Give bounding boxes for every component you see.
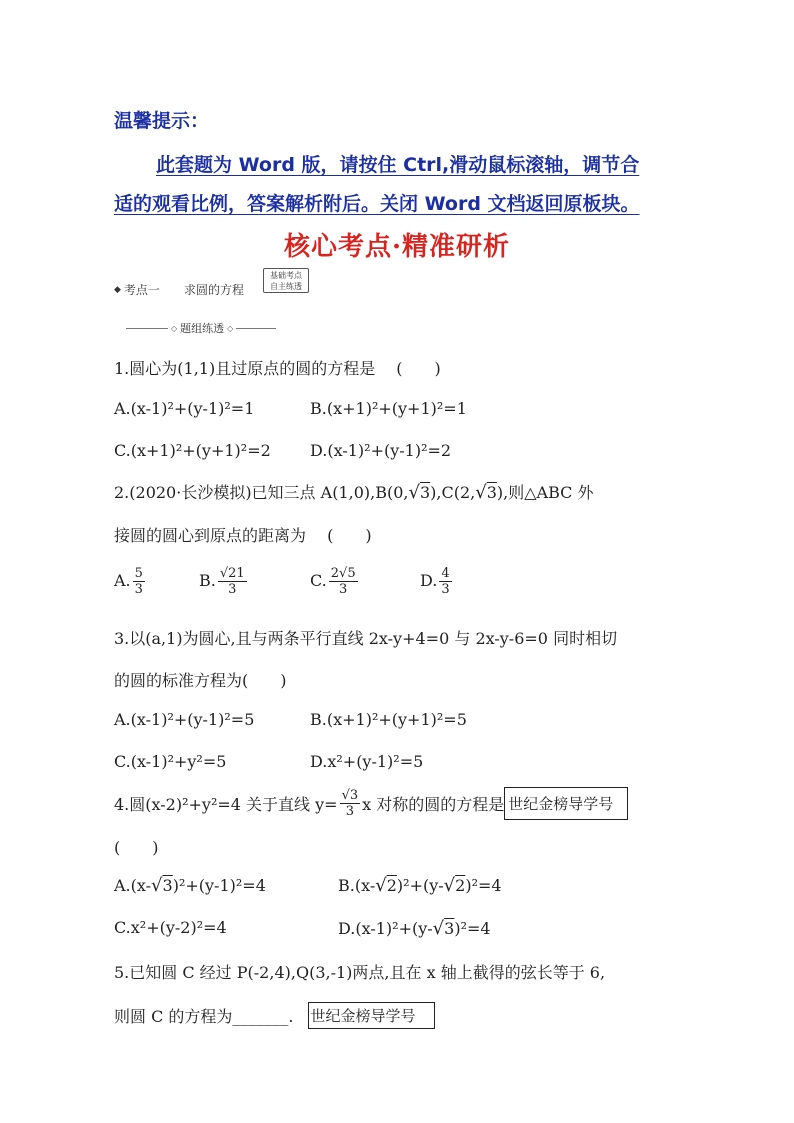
q4-d-post: )²=4 xyxy=(454,919,491,938)
q4-option-b xyxy=(338,875,502,896)
q3-stem-line2: 的圆的标准方程为( ) xyxy=(114,671,287,690)
q4-id-box: 世纪金榜导学号 xyxy=(504,787,628,820)
sqrt-icon: √ xyxy=(408,482,420,503)
fraction xyxy=(340,788,361,819)
fraction xyxy=(439,566,451,597)
q4-option-d xyxy=(338,918,491,939)
q4-stem-part-a: 4.圆(x-2)²+y²=4 关于直线 y= xyxy=(114,795,338,814)
q1-option-d: D.(x-1)²+(y-1)²=2 xyxy=(310,441,452,460)
diamond-icon: ◆ xyxy=(114,284,121,295)
group-label: 题组练透 xyxy=(180,322,225,335)
q4-b-radicand-1: 2 xyxy=(386,876,397,895)
q2-option-d xyxy=(420,566,454,597)
q5-stem-text: 则圆 C 的方程为_______. xyxy=(114,1007,294,1026)
q4-d-pre: D.(x-1)²+(y- xyxy=(338,919,433,938)
q4-b-mid: )²+(y- xyxy=(396,876,444,895)
q2-stem-line1 xyxy=(114,480,593,503)
section-header xyxy=(114,281,244,298)
section-badge xyxy=(263,268,309,293)
numerator: 5 xyxy=(134,566,143,581)
option-label: A. xyxy=(114,571,131,590)
option-label: C. xyxy=(310,571,327,590)
q2-option-c xyxy=(310,566,360,597)
q2-option-b xyxy=(199,566,249,597)
sqrt-icon: √ xyxy=(443,875,456,896)
badge-line-2: 自主练透 xyxy=(270,282,302,291)
diamond-icon: ◇ xyxy=(227,323,234,333)
q2-stem-line2: 接圆的圆心到原点的距离为 ( ) xyxy=(114,526,372,545)
q4-stem-part-b: x 对称的圆的方程是 xyxy=(362,795,505,814)
diamond-icon: ◇ xyxy=(171,323,178,333)
fraction xyxy=(218,566,247,597)
q2-stem-part-c: ),则△ABC 外 xyxy=(496,483,594,502)
q1-option-a: A.(x-1)²+(y-1)²=1 xyxy=(114,399,255,418)
q4-b-pre: B.(x- xyxy=(338,876,376,895)
q3-option-c: C.(x-1)²+y²=5 xyxy=(114,752,227,771)
q4-option-a xyxy=(114,875,266,896)
group-heading xyxy=(126,320,276,336)
q2-stem-part-a: 2.(2020·长沙模拟)已知三点 A(1,0),B(0, xyxy=(114,483,409,502)
section-label: 考点一 xyxy=(123,283,160,297)
sqrt-icon: √ xyxy=(151,875,163,896)
q2-stem-part-b: ),C(2, xyxy=(430,483,476,502)
q5-stem-line2 xyxy=(114,1002,435,1029)
badge-line-1: 基础考点 xyxy=(270,271,302,280)
q4-a-post: )²+(y-1)²=4 xyxy=(172,876,266,895)
q4-d-radicand: 3 xyxy=(444,919,455,938)
fraction xyxy=(329,566,358,597)
q3-option-a: A.(x-1)²+(y-1)²=5 xyxy=(114,710,255,729)
sqrt-icon: √ xyxy=(375,875,387,896)
q4-paren: ( ) xyxy=(114,838,159,857)
q4-a-pre: A.(x- xyxy=(114,876,152,895)
numerator: √21 xyxy=(219,566,245,581)
numerator: 2√5 xyxy=(330,566,356,581)
tip-line-2: 适的观看比例，答案解析附后。关闭 Word 文档返回原板块。 xyxy=(114,193,640,215)
q5-id-box: 世纪金榜导学号 xyxy=(308,1002,435,1029)
denominator: 3 xyxy=(134,582,143,597)
q2-option-a xyxy=(114,566,147,597)
numerator: √3 xyxy=(341,788,359,803)
section-topic: 求圆的方程 xyxy=(183,283,244,297)
q4-b-post: )²=4 xyxy=(465,876,502,895)
option-label: D. xyxy=(420,571,438,590)
option-label: B. xyxy=(199,571,216,590)
denominator: 3 xyxy=(441,582,450,597)
numerator: 4 xyxy=(441,566,450,581)
sqrt-icon: √ xyxy=(475,482,487,503)
q4-stem xyxy=(114,787,628,820)
q5-stem-line1: 5.已知圆 C 经过 P(-2,4),Q(3,-1)两点,且在 x 轴上截得的弦长等于 6, xyxy=(114,963,606,982)
denominator: 3 xyxy=(228,582,237,597)
q3-option-b: B.(x+1)²+(y+1)²=5 xyxy=(310,710,467,729)
q1-option-b: B.(x+1)²+(y+1)²=1 xyxy=(310,399,467,418)
q4-option-c: C.x²+(y-2)²=4 xyxy=(114,918,227,937)
page-title: 核心考点·精准研析 xyxy=(283,232,511,262)
q3-option-d: D.x²+(y-1)²=5 xyxy=(310,752,424,771)
tip-title: 温馨提示： xyxy=(114,110,210,132)
q4-b-radicand-2: 2 xyxy=(455,876,466,895)
denominator: 3 xyxy=(345,804,354,819)
sqrt-icon: √ xyxy=(432,918,445,939)
q3-stem-line1: 3.以(a,1)为圆心,且与两条平行直线 2x-y+4=0 与 2x-y-6=0 同时相切 xyxy=(114,629,618,648)
q4-a-radicand: 3 xyxy=(162,876,173,895)
denominator: 3 xyxy=(339,582,348,597)
fraction xyxy=(133,566,145,597)
q2-radicand-2: 3 xyxy=(486,483,497,502)
q1-stem: 1.圆心为(1,1)且过原点的圆的方程是 ( ) xyxy=(114,359,441,378)
q2-radicand-1: 3 xyxy=(419,483,431,502)
q1-option-c: C.(x+1)²+(y+1)²=2 xyxy=(114,441,271,460)
tip-line-1: 此套题为 Word 版，请按住 Ctrl,滑动鼠标滚轴，调节合 xyxy=(156,154,640,176)
